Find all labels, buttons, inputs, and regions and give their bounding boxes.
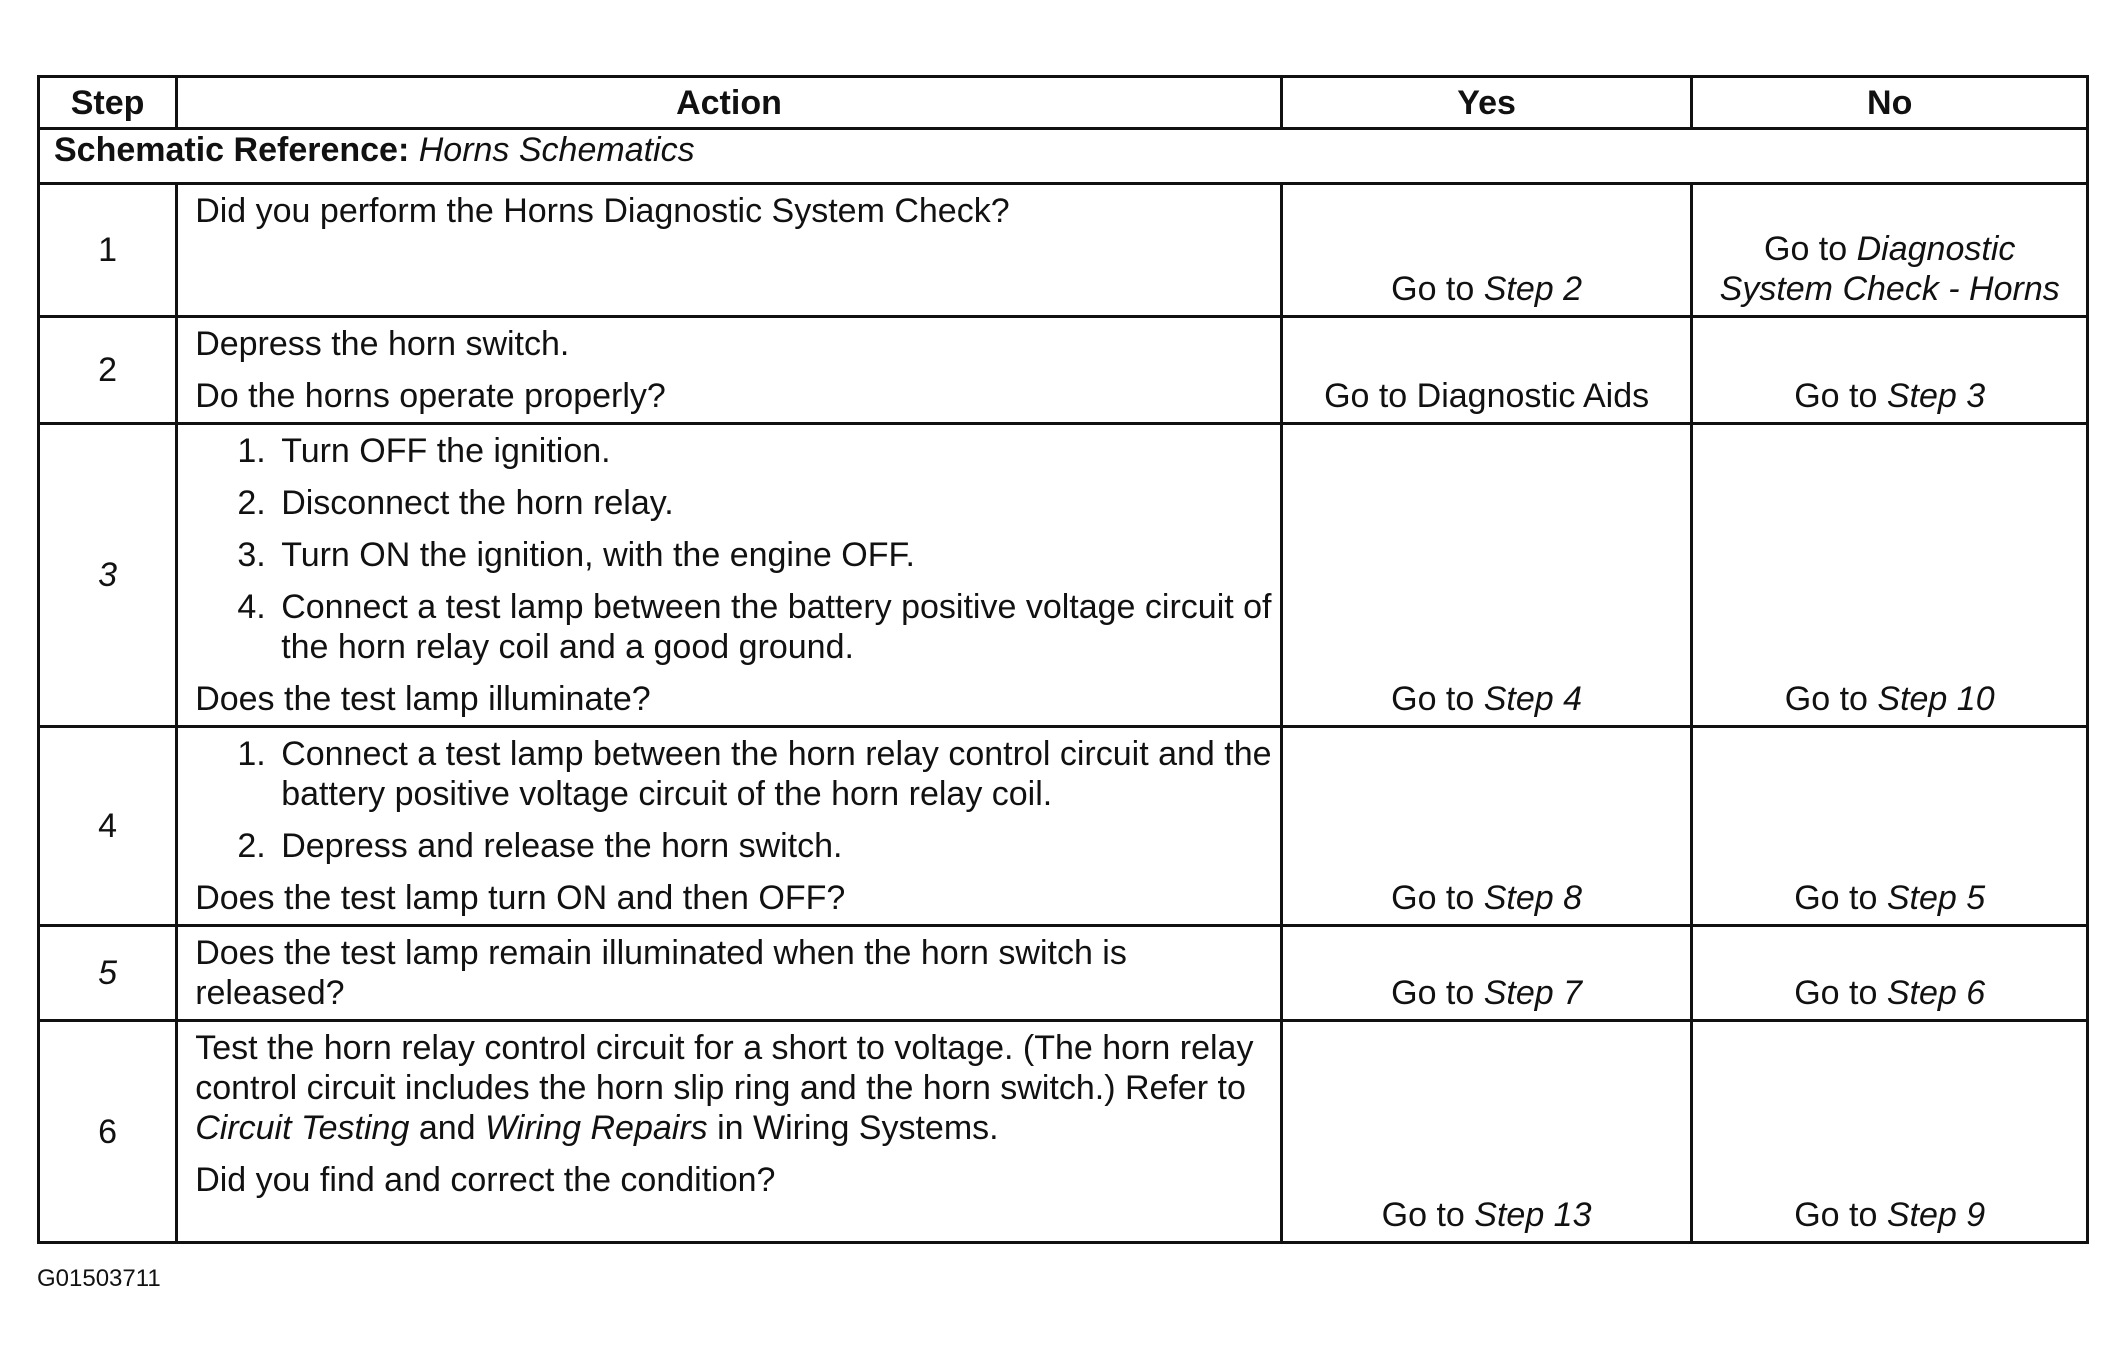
wiring-repairs-link[interactable]: Wiring Repairs [485, 1109, 708, 1147]
yes-cell [1281, 727, 1692, 926]
table-row [39, 317, 2088, 424]
no-cell [1692, 727, 2088, 926]
action-cell [177, 926, 1282, 1021]
no-cell [1692, 1021, 2088, 1243]
yes-cell [1281, 926, 1692, 1021]
go-to-label: Go to [1794, 1196, 1878, 1234]
action-question: Does the test lamp illuminate? [195, 680, 651, 718]
yes-cell [1281, 317, 1692, 424]
go-to-label: Go to [1794, 377, 1878, 415]
document-id: G01503711 [37, 1265, 161, 1292]
go-to-label: Go to [1391, 974, 1475, 1012]
table-row [39, 926, 2088, 1021]
action-question: Does the test lamp turn ON and then OFF? [195, 879, 846, 917]
no-step-link[interactable]: Step 10 [1877, 680, 1995, 718]
action-cell [177, 424, 1282, 727]
action-step-item: 4. Connect a test lamp between the battery positive voltage circuit of the horn relay coil and a good ground. [275, 587, 1272, 667]
instruction-and: and [418, 1109, 476, 1147]
no-step-link[interactable]: Step 9 [1886, 1196, 1986, 1234]
no-line-1 [1693, 229, 2086, 269]
yes-step-link[interactable]: Step 2 [1483, 270, 1583, 308]
no-step-link[interactable]: Step 3 [1886, 377, 1986, 415]
step-number: 5 [39, 926, 177, 1021]
go-to-label: Go to [1784, 680, 1868, 718]
circuit-testing-link[interactable]: Circuit Testing [195, 1109, 410, 1147]
yes-cell [1281, 1021, 1692, 1243]
no-cell [1692, 317, 2088, 424]
instruction-text-end: in Wiring Systems. [717, 1109, 999, 1147]
yes-cell [1281, 424, 1692, 727]
instruction-text-start: Test the horn relay control circuit for a short to voltage. (The horn relay control circuit includes the horn slip ring and the horn switch.) Refer to [195, 1029, 1254, 1107]
yes-step-link[interactable]: Step 7 [1483, 974, 1583, 1012]
action-question: Did you find and correct the condition? [195, 1161, 776, 1199]
header-yes: Yes [1281, 77, 1692, 129]
diagnostic-table [37, 75, 2089, 1244]
no-step-link[interactable]: Step 6 [1886, 974, 1986, 1012]
action-cell [177, 184, 1282, 317]
schematic-reference [39, 129, 2088, 184]
no-cell [1692, 926, 2088, 1021]
table-row [39, 727, 2088, 926]
action-step-item: 1. Connect a test lamp between the horn relay control circuit and the battery positive voltage circuit of the horn relay coil. [275, 734, 1272, 814]
no-cell [1692, 424, 2088, 727]
no-link-diagnostic[interactable]: Diagnostic [1856, 230, 2016, 268]
action-cell [177, 317, 1282, 424]
yes-step-link[interactable]: Step 8 [1483, 879, 1583, 917]
step-number: 2 [39, 317, 177, 424]
no-cell [1692, 184, 2088, 317]
action-question: Do the horns operate properly? [195, 377, 666, 415]
action-cell [177, 727, 1282, 926]
go-to-label: Go to [1764, 230, 1848, 268]
go-to-label: Go to [1391, 680, 1475, 718]
yes-step-link[interactable]: Step 13 [1474, 1196, 1592, 1234]
action-cell [177, 1021, 1282, 1243]
go-to-label: Go to [1794, 879, 1878, 917]
action-step-item: 1. Turn OFF the ignition. [275, 431, 1272, 471]
go-to-label: Go to [1391, 270, 1475, 308]
yes-step-link[interactable]: Step 4 [1483, 680, 1583, 718]
action-step-item: 2. Disconnect the horn relay. [275, 483, 1272, 523]
step-number: 3 [39, 424, 177, 727]
action-steps-list [195, 431, 1272, 667]
step-number: 1 [39, 184, 177, 317]
step-number: 4 [39, 727, 177, 926]
no-step-link[interactable]: Step 5 [1886, 879, 1986, 917]
action-instruction: Depress the horn switch. [195, 325, 570, 363]
step-number: 6 [39, 1021, 177, 1243]
action-steps-list [195, 734, 1272, 866]
action-step-item: 2. Depress and release the horn switch. [275, 826, 1272, 866]
schematic-reference-link[interactable]: Horns Schematics [418, 131, 695, 169]
go-to-label: Go to [1794, 974, 1878, 1012]
header-step: Step [39, 77, 177, 129]
go-to-label: Go to [1391, 879, 1475, 917]
table-row [39, 424, 2088, 727]
action-step-item: 3. Turn ON the ignition, with the engine OFF. [275, 535, 1272, 575]
header-no: No [1692, 77, 2088, 129]
header-action: Action [177, 77, 1282, 129]
yes-cell [1281, 184, 1692, 317]
action-question: Did you perform the Horns Diagnostic System Check? [195, 192, 1010, 230]
schematic-reference-label: Schematic Reference: [54, 131, 410, 169]
no-link-system-check[interactable]: System Check - Horns [1719, 270, 2060, 308]
go-to-label: Go to [1381, 1196, 1465, 1234]
schematic-reference-row [39, 129, 2088, 184]
table-header-row [39, 77, 2088, 129]
yes-diagnostic-aids-link[interactable]: Go to Diagnostic Aids [1324, 377, 1650, 415]
action-question: Does the test lamp remain illuminated when the horn switch is released? [195, 934, 1127, 1012]
table-row [39, 1021, 2088, 1243]
action-instruction [195, 1028, 1272, 1148]
table-row [39, 184, 2088, 317]
